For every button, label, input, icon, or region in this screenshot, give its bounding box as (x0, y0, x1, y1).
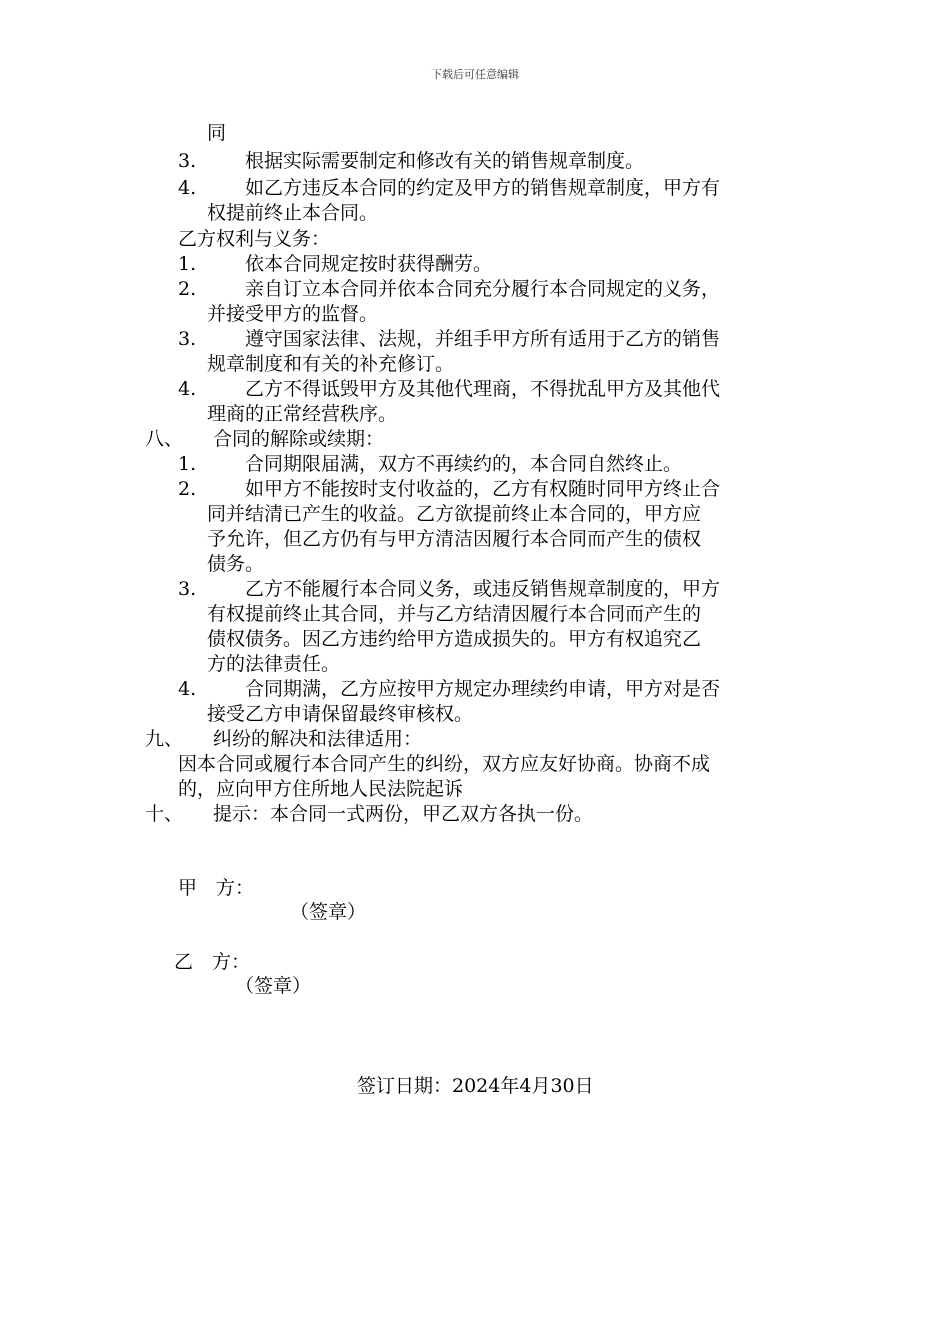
item-text: 合同期限届满，双方不再续约的，本合同自然终止。 (245, 453, 683, 475)
item-text: 如乙方违反本合同的约定及甲方的销售规章制度，甲方有 (245, 177, 721, 199)
item-number: 4. (178, 177, 197, 199)
party-b-label: 乙 方： (174, 951, 251, 973)
item-text: 方的法律责任。 (207, 653, 341, 675)
item-text: 同并结清已产生的收益。乙方欲提前终止本合同的，甲方应 (207, 503, 702, 525)
item-text: 理商的正常经营秩序。 (207, 403, 398, 425)
item-number: 4. (178, 378, 197, 400)
item-number: 2. (178, 478, 197, 500)
item-number: 4. (178, 678, 197, 700)
item-text: 予允许，但乙方仍有与甲方清洁因履行本合同而产生的债权 (207, 528, 702, 550)
item-number: 2. (178, 278, 197, 300)
party-b-seal: （签章） (235, 975, 312, 997)
item-number: 1. (178, 453, 197, 475)
section-title: 提示：本合同一式两份，甲乙双方各执一份。 (213, 803, 594, 825)
section-number: 八、 (145, 428, 184, 450)
signing-date: 签订日期：2024年4月30日 (357, 1075, 594, 1097)
item-number: 3. (178, 328, 197, 350)
item-text: 遵守国家法律、法规，并组手甲方所有适用于乙方的销售 (245, 328, 721, 350)
item-text: 亲自订立本合同并依本合同充分履行本合同规定的义务， (245, 278, 721, 300)
item-text: 权提前终止本合同。 (207, 202, 379, 224)
item-text: 根据实际需要制定和修改有关的销售规章制度。 (245, 150, 645, 172)
text-line: 因本合同或履行本合同产生的纠纷，双方应友好协商。协商不成 (178, 753, 711, 775)
item-text: 乙方不得诋毁甲方及其他代理商，不得扰乱甲方及其他代 (245, 378, 721, 400)
item-text: 如甲方不能按时支付收益的，乙方有权随时同甲方终止合 (245, 478, 721, 500)
text-line: 的，应向甲方住所地人民法院起诉 (178, 778, 464, 800)
text-line: 同 (207, 122, 227, 144)
item-number: 1. (178, 253, 197, 275)
item-text: 合同期满，乙方应按甲方规定办理续约申请，甲方对是否 (245, 678, 721, 700)
yi-rights-title: 乙方权利与义务： (178, 228, 331, 250)
party-a-seal: （签章） (290, 901, 367, 923)
section-number: 十、 (145, 803, 184, 825)
item-text: 规章制度和有关的补充修订。 (207, 353, 455, 375)
section-title: 纠纷的解决和法律适用： (213, 728, 423, 750)
section-title: 合同的解除或续期： (213, 428, 385, 450)
section-number: 九、 (145, 728, 184, 750)
item-text: 依本合同规定按时获得酬劳。 (245, 253, 493, 275)
item-text: 有权提前终止其合同，并与乙方结清因履行本合同而产生的 (207, 603, 702, 625)
item-text: 债务。 (207, 553, 265, 575)
item-text: 乙方不能履行本合同义务，或违反销售规章制度的，甲方 (245, 578, 721, 600)
item-number: 3. (178, 578, 197, 600)
item-number: 3. (178, 150, 197, 172)
party-a-label: 甲 方： (178, 877, 255, 899)
page-header: 下载后可任意编辑 (431, 68, 519, 81)
item-text: 接受乙方申请保留最终审核权。 (207, 703, 474, 725)
item-text: 并接受甲方的监督。 (207, 303, 379, 325)
item-text: 债权债务。因乙方违约给甲方造成损失的。甲方有权追究乙 (207, 628, 702, 650)
